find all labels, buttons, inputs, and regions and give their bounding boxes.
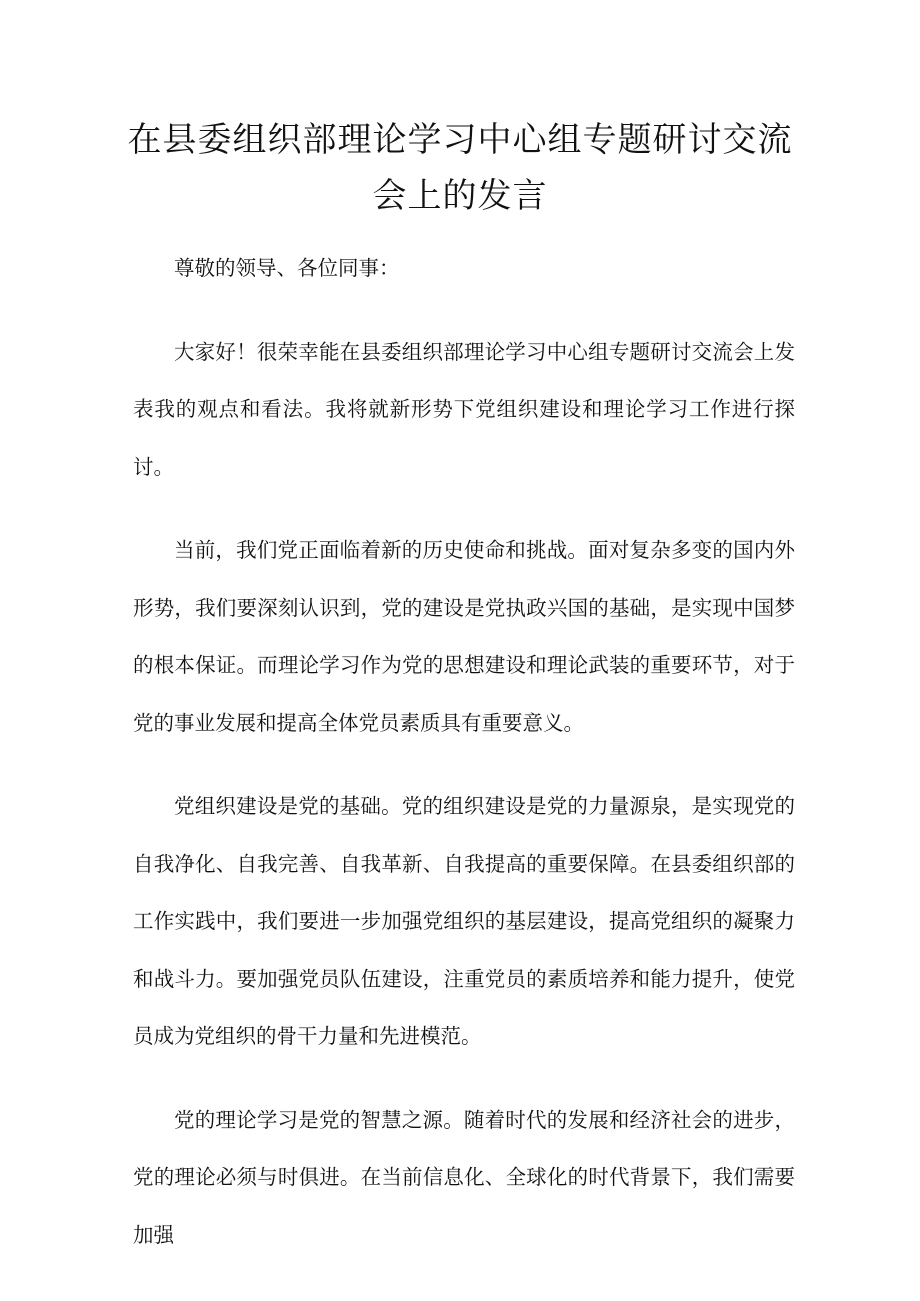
organization-paragraph: 党组织建设是党的基础。党的组织建设是党的力量源泉，是实现党的自我净化、自我完善、自我革新、自我提高的重要保障。在县委组织部的工作实践中，我们要进一步加强党组织的基层建设，提高党组织的凝聚力和战斗力。要加强党员队伍建设，注重党员的素质培养和能力提升，使党员成为党组织的骨干力量和先进模范。 <box>133 794 795 1048</box>
title-line-1: 在县委组织部理论学习中心组专题研讨交流 <box>127 120 793 160</box>
title-line-2: 会上的发言 <box>372 176 548 216</box>
theory-paragraph: 党的理论学习是党的智慧之源。随着时代的发展和经济社会的进步，党的理论必须与时俱进。在当前信息化、全球化的时代背景下，我们需要加强 <box>133 1107 795 1247</box>
salutation-paragraph: 尊敬的领导、各位同事： <box>174 256 400 280</box>
opening-paragraph: 大家好！很荣幸能在县委组织部理论学习中心组专题研讨交流会上发表我的观点和看法。我将就新形势下党组织建设和理论学习工作进行探讨。 <box>133 339 795 479</box>
context-paragraph: 当前，我们党正面临着新的历史使命和挑战。面对复杂多变的国内外形势，我们要深刻认识到，党的建设是党执政兴国的基础，是实现中国梦的根本保证。而理论学习作为党的思想建设和理论武装的重要环节，对于党的事业发展和提高全体党员素质具有重要意义。 <box>133 538 795 735</box>
document-body <box>133 240 795 1290</box>
document-title <box>120 112 800 224</box>
